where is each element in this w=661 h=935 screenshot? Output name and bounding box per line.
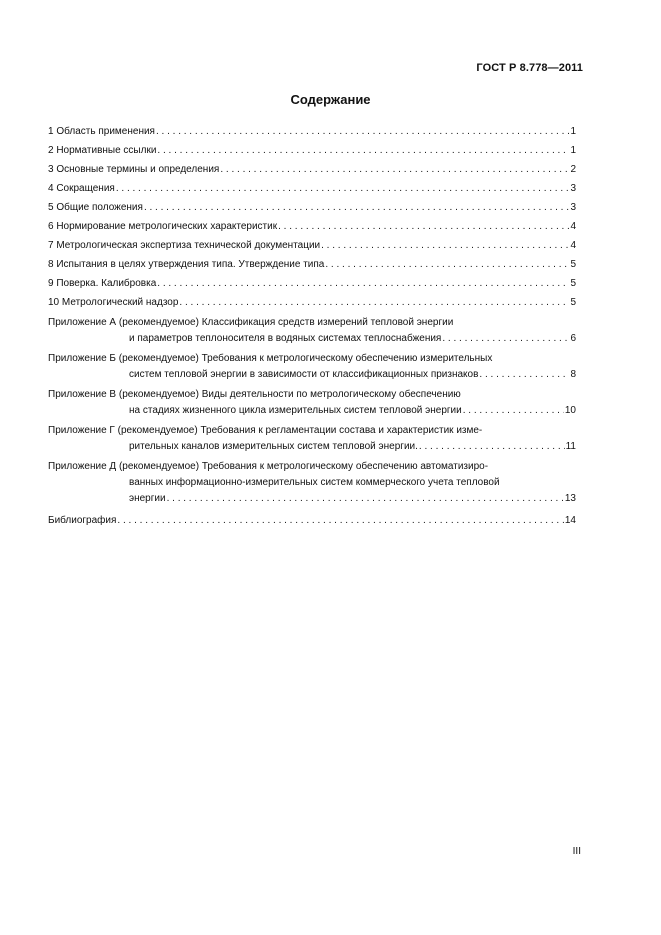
leader-dots — [463, 403, 564, 419]
toc-entry — [48, 255, 576, 274]
page-number: III — [572, 846, 581, 857]
toc-entry-title: 10 Метрологический надзор — [48, 297, 179, 308]
toc-entry — [48, 122, 576, 141]
toc-entry-page: 3 — [570, 202, 576, 213]
toc-entry-title: 7 Метрологическая экспертиза технической документации — [48, 240, 321, 251]
toc-entry-page: 5 — [570, 259, 576, 270]
leader-dots — [117, 511, 563, 530]
toc-entry-page: 4 — [570, 240, 576, 251]
toc-entry-title: 3 Основные термины и определения — [48, 164, 220, 175]
table-of-contents — [48, 122, 576, 530]
appendix-entry — [48, 387, 576, 419]
appendix-title-continued: и параметров теплоносителя в водяных системах теплоснабжения — [129, 333, 442, 344]
toc-entry-page: 1 — [570, 145, 576, 156]
toc-entry — [48, 274, 576, 293]
toc-entry — [48, 160, 576, 179]
toc-entry — [48, 179, 576, 198]
appendix-title-continued: систем тепловой энергии в зависимости от классификационных признаков — [129, 369, 479, 380]
toc-entry-title: 6 Нормирование метрологических характеристик — [48, 221, 278, 232]
leader-dots — [144, 198, 570, 217]
toc-entry — [48, 293, 576, 312]
appendix-title: Приложение А (рекомендуемое) Классификация средств измерений тепловой энергии — [48, 317, 454, 328]
toc-entry-title: 8 Испытания в целях утверждения типа. Утверждение типа — [48, 259, 325, 270]
appendix-title: Приложение Г (рекомендуемое) Требования к регламентации состава и характеристик изме- — [48, 425, 483, 436]
leader-dots — [167, 491, 564, 507]
bibliography-title: Библиография — [48, 515, 117, 526]
toc-entry-page: 3 — [570, 183, 576, 194]
leader-dots — [156, 122, 569, 141]
appendix-title-continued: энергии — [129, 493, 166, 504]
toc-entry-title: 9 Поверка. Калибровка — [48, 278, 157, 289]
toc-entry — [48, 141, 576, 160]
document-id: ГОСТ Р 8.778—2011 — [476, 62, 583, 74]
appendix-entry — [48, 459, 576, 507]
leader-dots — [278, 217, 569, 236]
leader-dots — [220, 160, 569, 179]
leader-dots — [157, 274, 569, 293]
toc-entry-title: 4 Сокращения — [48, 183, 115, 194]
bibliography-page: 14 — [564, 515, 576, 526]
appendix-title: Приложение Д (рекомендуемое) Требования к метрологическому обеспечению автоматизиро- — [48, 461, 489, 472]
toc-entry-page: 2 — [570, 164, 576, 175]
appendix-title-continued: на стадиях жизненного цикла измерительных систем тепловой энергии — [129, 405, 462, 416]
page-title: Содержание — [290, 92, 371, 107]
toc-entry — [48, 236, 576, 255]
appendix-list — [48, 315, 576, 507]
toc-entry-page: 4 — [570, 221, 576, 232]
appendix-title-continued: ванных информационно-измерительных систем коммерческого учета тепловой — [129, 477, 500, 488]
appendix-page: 10 — [564, 405, 576, 416]
appendix-title-continued: рительных каналов измерительных систем тепловой энергии. — [129, 441, 418, 452]
appendix-title: Приложение Б (рекомендуемое) Требования к метрологическому обеспечению измерительных — [48, 353, 493, 364]
toc-entry-page: 1 — [570, 126, 576, 137]
appendix-title: Приложение В (рекомендуемое) Виды деятельности по метрологическому обеспечению — [48, 389, 461, 400]
appendix-page: 6 — [570, 333, 576, 344]
leader-dots — [116, 179, 570, 198]
appendix-entry — [48, 423, 576, 455]
toc-entry-page: 5 — [570, 278, 576, 289]
leader-dots — [157, 141, 569, 160]
toc-entry-title: 1 Область применения — [48, 126, 155, 137]
leader-dots — [179, 293, 569, 312]
leader-dots — [419, 439, 565, 455]
appendix-page: 13 — [564, 493, 576, 504]
toc-entry-title: 2 Нормативные ссылки — [48, 145, 157, 156]
appendix-page: 11 — [565, 441, 576, 452]
appendix-entry — [48, 315, 576, 347]
leader-dots — [442, 331, 569, 347]
leader-dots — [479, 367, 569, 383]
leader-dots — [325, 255, 569, 274]
appendix-entry — [48, 351, 576, 383]
appendix-page: 8 — [570, 369, 576, 380]
toc-entry-title: 5 Общие положения — [48, 202, 143, 213]
leader-dots — [321, 236, 569, 255]
toc-entry-page: 5 — [570, 297, 576, 308]
bibliography-entry — [48, 511, 576, 530]
toc-entry — [48, 198, 576, 217]
toc-entry — [48, 217, 576, 236]
